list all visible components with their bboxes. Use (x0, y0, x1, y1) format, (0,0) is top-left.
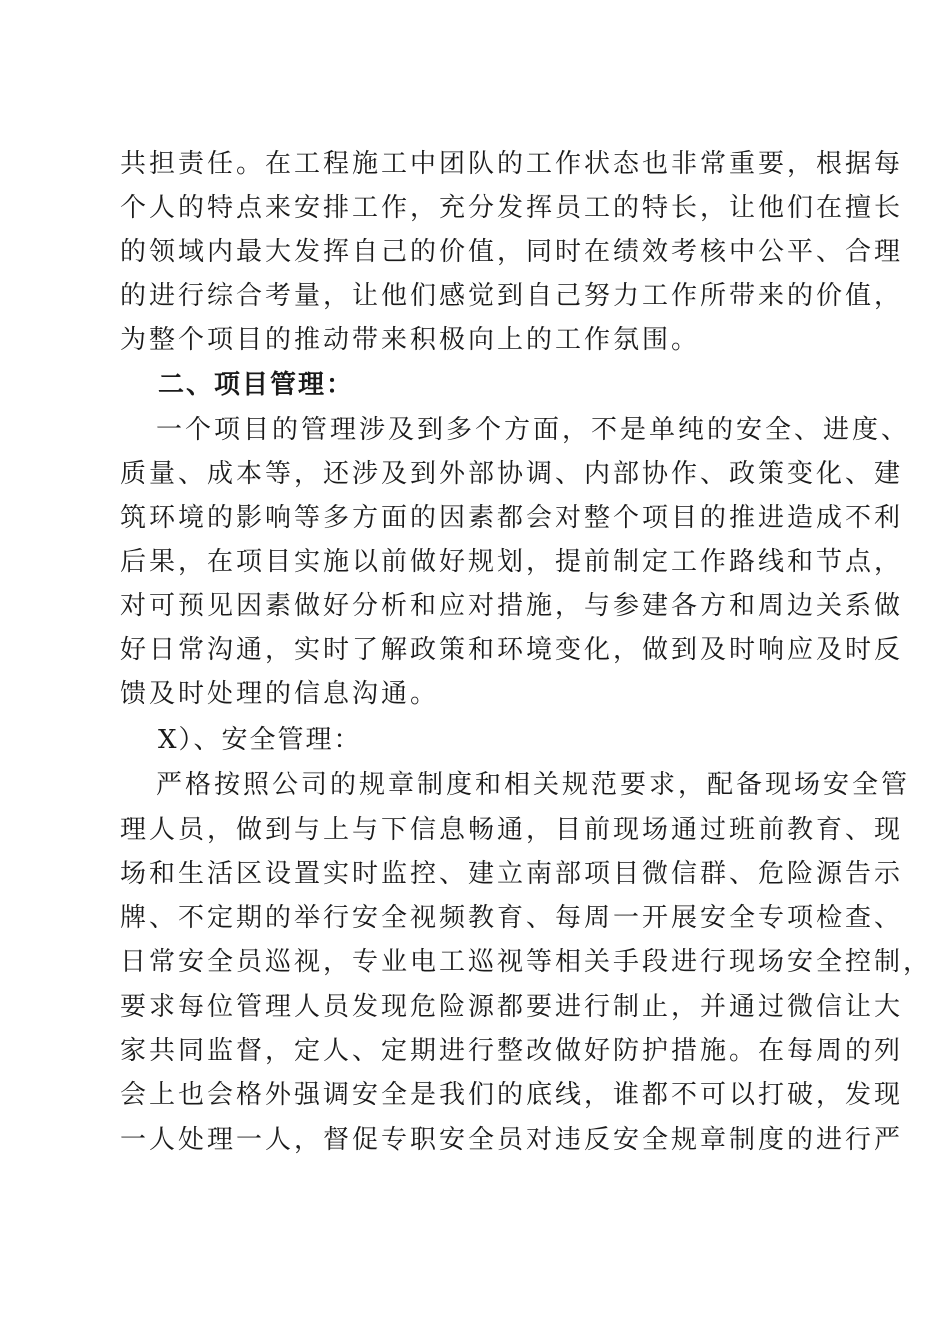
body-text-line: 为整个项目的推动带来积极向上的工作氛围。 (120, 325, 701, 355)
body-text-line: 的进行综合考量，让他们感觉到自己努力工作所带来的价值， (120, 281, 904, 311)
body-text-line: 筑环境的影响等多方面的因素都会对整个项目的推进造成不利 (120, 503, 904, 533)
body-text-line: 共担责任。在工程施工中团队的工作状态也非常重要，根据每 (120, 149, 904, 179)
body-text-line: 牌、不定期的举行安全视频教育、每周一开展安全专项检查、 (120, 903, 904, 933)
subsection-heading: X）、安全管理： (158, 725, 362, 755)
body-text-line: 理人员，做到与上与下信息畅通，目前现场通过班前教育、现 (120, 815, 904, 845)
body-text-line: 对可预见因素做好分析和应对措施，与参建各方和周边关系做 (120, 591, 904, 621)
body-text-line: 要求每位管理人员发现危险源都要进行制止，并通过微信让大 (120, 992, 904, 1022)
body-text-line: 后果，在项目实施以前做好规划，提前制定工作路线和节点， (120, 547, 904, 577)
body-text-line: 家共同监督，定人、定期进行整改做好防护措施。在每周的列 (120, 1036, 904, 1066)
body-text-line: 一个项目的管理涉及到多个方面，不是单纯的安全、进度、 (156, 415, 911, 445)
body-text-line: 会上也会格外强调安全是我们的底线，谁都不可以打破，发现 (120, 1080, 904, 1110)
body-text-line: 严格按照公司的规章制度和相关规范要求，配备现场安全管 (156, 770, 911, 800)
body-text-line: 场和生活区设置实时监控、建立南部项目微信群、危险源告示 (120, 859, 904, 889)
body-text-line: 的领域内最大发挥自己的价值，同时在绩效考核中公平、合理 (120, 237, 904, 267)
body-text-line: 个人的特点来安排工作，充分发挥员工的特长，让他们在擅长 (120, 193, 904, 223)
body-text-line: 日常安全员巡视，专业电工巡视等相关手段进行现场安全控制， (120, 947, 933, 977)
section-heading: 二、项目管理： (158, 370, 355, 400)
body-text-line: 一人处理一人，督促专职安全员对违反安全规章制度的进行严 (120, 1125, 904, 1155)
body-text-line: 好日常沟通，实时了解政策和环境变化，做到及时响应及时反 (120, 635, 904, 665)
body-text-line: 馈及时处理的信息沟通。 (120, 679, 440, 709)
body-text-line: 质量、成本等，还涉及到外部协调、内部协作、政策变化、建 (120, 459, 904, 489)
